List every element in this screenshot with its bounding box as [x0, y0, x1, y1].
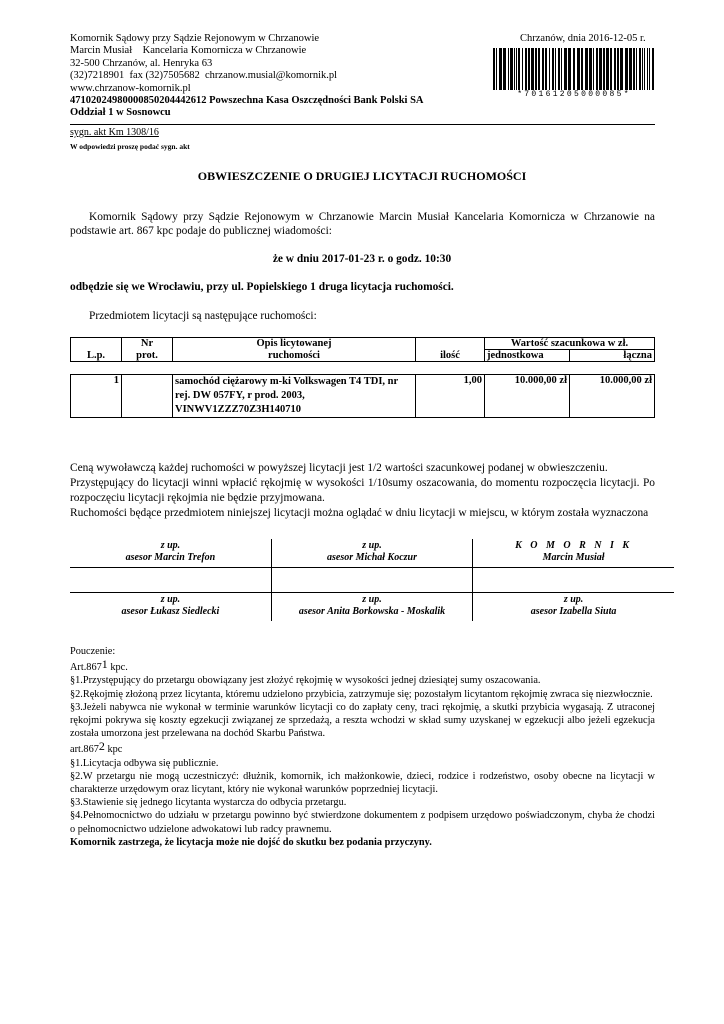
legal-instructions: [70, 645, 655, 849]
barcode-bar: [647, 48, 648, 90]
barcode-bar: [617, 48, 619, 90]
cell-jednostkowa: 10.000,00 zł: [485, 375, 570, 418]
signatory-name: Marcin Musiał: [542, 552, 605, 563]
barcode-bar: [508, 48, 509, 90]
signatory-name: asesor Anita Borkowska - Moskalik: [298, 606, 446, 617]
barcode-bar: [499, 48, 502, 90]
header-ruchomosci: ruchomości: [173, 350, 416, 362]
barcode-bar: [552, 48, 554, 90]
article-item: §1.Przystępujący do przetargu obowiązany jest złożyć rękojmię w wysokości jednej dziesiątej sumy oszacowania.: [70, 675, 541, 687]
signature-prefix: z up.: [160, 594, 181, 605]
signatory-name: asesor Marcin Trefon: [125, 552, 216, 563]
article-item: §2.Rękojmię złożoną przez licytanta, któremu udzielono przybicia, zatrzymuje się; pozostałym licytantom rękojmię zwraca się niezwłocznie.: [70, 688, 653, 700]
barcode-bar: [581, 48, 583, 90]
barcode-bar: [518, 48, 520, 90]
barcode-bar: [649, 48, 650, 90]
barcode-bar: [531, 48, 534, 90]
bank-account: 47102024980000850204442612 Powszechna Kasa Oszczędności Bank Polski SA: [70, 95, 424, 107]
cell-ilosc: 1,00: [416, 375, 485, 418]
barcode-bar: [644, 48, 645, 90]
barcode-bar: [599, 48, 602, 90]
signature-block: [473, 539, 674, 568]
header-laczna: łączna: [570, 350, 655, 362]
cell-lp: 1: [71, 375, 122, 418]
barcode-bar: [593, 48, 594, 90]
header-wartosc: Wartość szacunkowa w zł.: [485, 338, 655, 350]
signature-block: [271, 593, 472, 622]
table-header-row: [71, 350, 655, 362]
condition-line: Ruchomości będące przedmiotem niniejszej licytacji można oglądać w dniu licytacji w miejscu, w którym została wyznaczona: [70, 507, 649, 519]
barcode-bar: [652, 48, 654, 90]
barcode-bar: [522, 48, 523, 90]
signatory-name: asesor Michał Koczur: [326, 552, 417, 563]
items-table: [70, 337, 655, 418]
barcode-bar: [585, 48, 588, 90]
barcode-bar: [568, 48, 571, 90]
barcode-bar: [577, 48, 580, 90]
barcode-bar: [545, 48, 547, 90]
barcode-bar: [642, 48, 643, 90]
barcode-bar: [503, 48, 506, 90]
reference-note: W odpowiedzi proszę podać sygn. akt: [70, 142, 190, 151]
barcode-bar: [496, 48, 497, 90]
barcode-bar: [538, 48, 540, 90]
barcode-bar: [633, 48, 635, 90]
signature-block: [473, 593, 674, 622]
barcode-bar: [535, 48, 537, 90]
header-opis: Opis licytowanej: [173, 338, 416, 350]
final-reservation: Komornik zastrzega, że licytacja może nie dojść do skutku bez podania przyczyny.: [70, 836, 432, 848]
signature-prefix: K O M O R N I K: [515, 540, 633, 551]
signatures-table: [70, 539, 674, 621]
barcode-bar: [555, 48, 556, 90]
signature-prefix: z up.: [362, 540, 382, 551]
header-line: Komornik Sądowy przy Sądzie Rejonowym w Chrzanowie: [70, 33, 320, 44]
barcode-bar: [625, 48, 628, 90]
header-line: 32-500 Chrzanów, al. Henryka 63: [70, 57, 213, 69]
signatory-name: asesor Łukasz Siedlecki: [121, 606, 220, 617]
signature-prefix: z up.: [563, 594, 584, 605]
auction-place: odbędzie się we Wrocławiu, przy ul. Popielskiego 1 druga licytacja ruchomości.: [70, 281, 454, 293]
barcode-bar: [525, 48, 527, 90]
header-line: www.chrzanow-komornik.pl: [70, 82, 191, 94]
barcode-bar: [639, 48, 641, 90]
cell-laczna: 10.000,00 zł: [570, 375, 655, 418]
condition-line: Ceną wywoławczą każdej ruchomości w powyższej licytacji jest 1/2 wartości szacunkowej podanej w obwieszczeniu.: [70, 462, 608, 474]
article-item: §3.Stawienie się jednego licytanta wystarcza do odbycia przetargu.: [70, 797, 347, 809]
condition-line: Przystępujący do licytacji winni wpłacić rękojmię w wysokości 1/10sumy oszacowania, do momentu rozpoczęcia licytacji. Po rozpoczęciu licytacji rękojmia nie będzie przyjmowana.: [70, 477, 655, 504]
barcode-bar: [620, 48, 623, 90]
sender-header: [70, 33, 424, 120]
conditions: [70, 461, 655, 521]
barcode-bar: [510, 48, 513, 90]
article-heading: Art.867$^1$ kpc.: [70, 657, 128, 674]
header-ilosc: ilość: [416, 338, 485, 362]
article-item: §1.Licytacja odbywa się publicznie.: [70, 757, 219, 769]
auction-date: że w dniu 2017-01-23 r. o godz. 10:30: [272, 253, 452, 265]
header-lp: L.p.: [71, 338, 122, 362]
barcode-bar: [636, 48, 637, 90]
header-line: (32)7218901 fax (32)7505682 chrzanow.musial@komornik.pl: [70, 70, 338, 82]
barcode-bar: [558, 48, 560, 90]
barcode-bar: [596, 48, 598, 90]
table-header-row: [71, 338, 655, 350]
barcode-bar: [514, 48, 515, 90]
barcode-bar: [516, 48, 517, 90]
header-nr: Nr: [122, 338, 173, 350]
article-item: §3.Jeżeli nabywca nie wykonał w terminie warunków licytacji co do zapłaty ceny, traci rękojmię, a skutki przybicia wygasają. Z utraconej rękojmi pokrywa się koszty egzekucji związanej ze sprzedażą, a reszta wchodzi w skład sumy uzyskanej w egzekucji albo jeżeli egzekucja została umorzona jest przelewana na dochód Skarbu Państwa.: [70, 701, 655, 740]
article-item: §4.Pełnomocnictwo do udziału w przetargu powinno być stwierdzone dokumentem z podpisem urzędowo poświadczonym, chyba że chodzi o pełnomocnictwo udzielone adwokatowi lub radcy prawnemu.: [70, 810, 655, 835]
signature-prefix: z up.: [362, 594, 382, 605]
header-line: Marcin Musiał Kancelaria Komornicza w Chrzanowie: [70, 45, 307, 57]
barcode-bar: [606, 48, 609, 90]
subject-intro: Przedmiotem licytacji są następujące ruchomości:: [89, 310, 317, 322]
barcode: [493, 48, 655, 90]
barcode-bar: [603, 48, 605, 90]
case-reference: sygn. akt Km 1308/16: [70, 127, 159, 138]
cell-opis: samochód ciężarowy m-ki Volkswagen T4 TDI, nr rej. DW 057FY, r prod. 2003, VINWV1ZZZ70Z3H140710: [173, 375, 416, 418]
barcode-bar: [542, 48, 544, 90]
cell-nr: [122, 375, 173, 418]
barcode-bar: [549, 48, 550, 90]
table-row: [71, 375, 655, 418]
intro-paragraph: Komornik Sądowy przy Sądzie Rejonowym w Chrzanowie Marcin Musiał Kancelaria Komornicza w Chrzanowie na podstawie art. 867 kpc podaje do publicznej wiadomości:: [70, 211, 655, 237]
barcode-bar: [629, 48, 632, 90]
article-heading: art.867$^2$ kpc: [70, 739, 123, 756]
barcode-bar: [589, 48, 592, 90]
barcode-bar: [614, 48, 616, 90]
barcode-bar: [610, 48, 612, 90]
barcode-bar: [561, 48, 562, 90]
header-jednostkowa: jednostkowa: [485, 350, 570, 362]
bank-branch: Oddział 1 w Sosnowcu: [70, 107, 171, 119]
barcode-bar: [493, 48, 495, 90]
article-item: §2.W przetargu nie mogą uczestniczyć: dłużnik, komornik, ich małżonkowie, dzieci, rodzice i rodzeństwo, osoby obecne na licytacji w charakterze urzędowym oraz licytant, który nie wykonał warunków poprzedniej licytacji.: [70, 770, 655, 796]
signature-block: [271, 539, 472, 568]
document-date: Chrzanów, dnia 2016-12-05 r.: [520, 33, 646, 44]
barcode-bar: [564, 48, 567, 90]
header-divider: [70, 124, 655, 125]
barcode-bar: [573, 48, 575, 90]
header-prot: prot.: [122, 350, 173, 362]
document-title: OBWIESZCZENIE O DRUGIEJ LICYTACJI RUCHOMOŚCI: [197, 169, 527, 183]
instructions-heading: Pouczenie:: [70, 646, 116, 657]
signatory-name: asesor Izabella Siuta: [530, 606, 617, 617]
signature-block: [70, 539, 271, 568]
signature-block: [70, 593, 271, 622]
barcode-bar: [528, 48, 530, 90]
signature-prefix: z up.: [160, 540, 181, 551]
barcode-number: *70161205000085*: [517, 90, 631, 99]
